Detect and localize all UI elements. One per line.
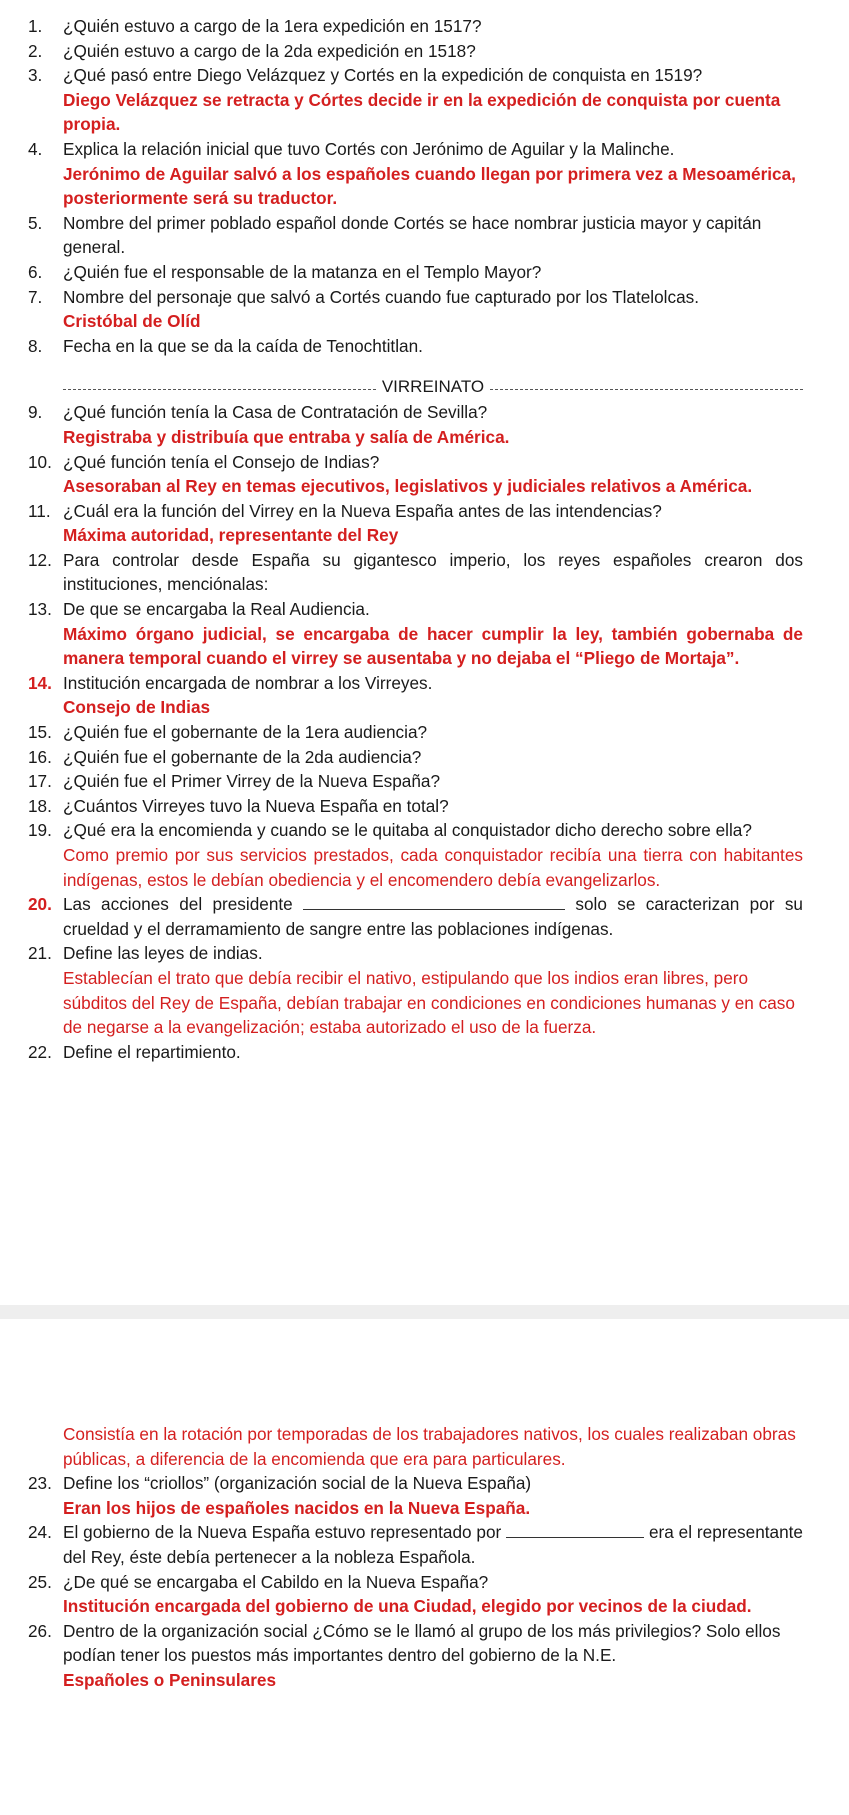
question-23: [28, 1471, 803, 1496]
question-text-after: solo se caracterizan por su crueldad y el derramamiento de sangre entre las poblaciones indígenas.: [63, 894, 803, 939]
question-5: [28, 211, 803, 260]
question-text: ¿Quién estuvo a cargo de la 2da expedición en 1518?: [63, 40, 476, 61]
question-16: [28, 745, 803, 770]
answer-11: Máxima autoridad, representante del Rey: [63, 525, 399, 546]
question-3: [28, 63, 803, 88]
question-text: ¿Quién fue el gobernante de la 2da audiencia?: [63, 746, 422, 767]
question-number: 8.: [28, 335, 43, 356]
question-4: [28, 137, 803, 162]
question-text: ¿Qué pasó entre Diego Velázquez y Cortés en la expedición de conquista en 1519?: [63, 65, 703, 86]
question-text: Para controlar desde España su gigantesco imperio, los reyes españoles crearon dos instituciones, menciónalas:: [63, 549, 803, 595]
question-26: [28, 1619, 803, 1668]
question-text: ¿De qué se encargaba el Cabildo en la Nueva España?: [63, 1571, 489, 1592]
question-text: Institución encargada de nombrar a los Virreyes.: [63, 672, 433, 693]
question-number: 11.: [28, 500, 51, 521]
question-text: ¿Quién fue el gobernante de la 1era audiencia?: [63, 722, 428, 743]
question-text: Define los “criollos” (organización social de la Nueva España): [63, 1473, 532, 1494]
image-separator: [0, 1305, 849, 1319]
question-text-before: El gobierno de la Nueva España estuvo representado por: [63, 1522, 502, 1543]
question-number: 12.: [28, 549, 52, 570]
answer-13: Máximo órgano judicial, se encargaba de hacer cumplir la ley, también gobernaba de manera temporal cuando el virrey se ausentaba y no dejaba el “Pliego de Mortaja”.: [63, 623, 803, 669]
questions-bottom: [28, 1422, 803, 1693]
section-divider: [63, 376, 803, 398]
question-text: Explica la relación inicial que tuvo Cortés con Jerónimo de Aguilar y la Malinche.: [63, 138, 675, 159]
question-1: [28, 14, 803, 39]
answer-4: Jerónimo de Aguilar salvó a los españoles cuando llegan por primera vez a Mesoamérica, posteriormente será su traductor.: [63, 163, 796, 209]
question-number: 10.: [28, 451, 52, 472]
question-number: 18.: [28, 795, 52, 816]
questions-top: [28, 14, 803, 1064]
question-19: [28, 818, 803, 843]
question-12: [28, 548, 803, 597]
answer-26: Españoles o Peninsulares: [63, 1669, 277, 1690]
question-number: 14.: [28, 672, 52, 693]
question-number: 4.: [28, 138, 43, 159]
answer-22: Consistía en la rotación por temporadas de los trabajadores nativos, los cuales realizaban obras públicas, a diferencia de la encomienda que era para particulares.: [63, 1424, 796, 1469]
question-20: [28, 892, 803, 941]
question-text: [63, 892, 803, 941]
question-text: Define el repartimiento.: [63, 1041, 241, 1062]
question-15: [28, 720, 803, 745]
question-7: [28, 285, 803, 310]
question-text: ¿Qué era la encomienda y cuando se le quitaba al conquistador dicho derecho sobre ella?: [63, 820, 752, 841]
question-text: [63, 1520, 803, 1569]
question-number: 15.: [28, 722, 52, 743]
fill-in-blank: [506, 1523, 644, 1538]
question-9: [28, 400, 803, 425]
question-text: De que se encargaba la Real Audiencia.: [63, 599, 370, 620]
question-8: [28, 334, 803, 359]
question-text: Fecha en la que se da la caída de Tenochtitlan.: [63, 335, 423, 356]
answer-25: Institución encargada del gobierno de una Ciudad, elegido por vecinos de la ciudad.: [63, 1596, 752, 1617]
question-text: ¿Qué función tenía la Casa de Contratación de Sevilla?: [63, 402, 488, 423]
question-number: 2.: [28, 40, 43, 61]
question-13: [28, 597, 803, 622]
question-number: 19.: [28, 820, 52, 841]
question-14: [28, 671, 803, 696]
question-number: 16.: [28, 746, 52, 767]
question-text: ¿Quién estuvo a cargo de la 1era expedición en 1517?: [63, 16, 482, 36]
question-25: [28, 1570, 803, 1595]
question-number: 20.: [28, 894, 52, 915]
question-text: Nombre del personaje que salvó a Cortés cuando fue capturado por los Tlatelolcas.: [63, 286, 699, 307]
answer-10: Asesoraban al Rey en temas ejecutivos, legislativos y judiciales relativos a América.: [63, 476, 753, 497]
question-number: 13.: [28, 599, 52, 620]
question-17: [28, 769, 803, 794]
question-22: [28, 1040, 803, 1065]
question-18: [28, 794, 803, 819]
question-number: 6.: [28, 261, 43, 282]
question-number: 9.: [28, 402, 43, 423]
divider-line-left: [63, 389, 376, 390]
question-text: Dentro de la organización social ¿Cómo se le llamó al grupo de los más privilegios? Solo ellos podían tener los puestos más importantes dentro del gobierno de la N.E.: [63, 1620, 781, 1666]
question-text: ¿Quién fue el Primer Virrey de la Nueva España?: [63, 771, 441, 792]
question-2: [28, 39, 803, 64]
question-number: 23.: [28, 1473, 52, 1494]
divider-line-right: [490, 389, 803, 390]
answer-9: Registraba y distribuía que entraba y salía de América.: [63, 426, 510, 447]
question-number: 25.: [28, 1571, 52, 1592]
question-text: ¿Cuántos Virreyes tuvo la Nueva España en total?: [63, 795, 449, 816]
answer-21: Establecían el trato que debía recibir el nativo, estipulando que los indios eran libres, pero súbditos del Rey de España, debían trabajar en condiciones en condiciones humanas y en caso de negarse a la evangelización; estaba autorizado el uso de la fuerza.: [63, 967, 795, 1038]
answer-7: Cristóbal de Olíd: [63, 311, 201, 332]
question-number: 21.: [28, 943, 52, 964]
section-title: VIRREINATO: [381, 377, 485, 397]
answer-3: Diego Velázquez se retracta y Córtes decide ir en la expedición de conquista por cuenta propia.: [63, 89, 781, 135]
question-number: 3.: [28, 65, 43, 86]
question-21: [28, 941, 803, 966]
question-number: 26.: [28, 1620, 52, 1641]
question-text-after: era el representante del Rey, éste debía pertenecer a la nobleza Española.: [63, 1522, 803, 1567]
question-text: Define las leyes de indias.: [63, 943, 263, 964]
answer-14: Consejo de Indias: [63, 697, 211, 718]
answer-19: Como premio por sus servicios prestados, cada conquistador recibía una tierra con habitantes indígenas, estos le debían obediencia y el encomendero debía evangelizarlos.: [63, 845, 803, 890]
question-number: 7.: [28, 286, 43, 307]
question-number: 22.: [28, 1041, 52, 1062]
question-number: 1.: [28, 16, 43, 36]
question-number: 24.: [28, 1522, 52, 1543]
question-6: [28, 260, 803, 285]
question-text: ¿Quién fue el responsable de la matanza en el Templo Mayor?: [63, 261, 542, 282]
question-number: 17.: [28, 771, 52, 792]
answer-23: Eran los hijos de españoles nacidos en la Nueva España.: [63, 1497, 531, 1518]
question-text-before: Las acciones del presidente: [63, 894, 293, 915]
question-number: 5.: [28, 212, 43, 233]
question-11: [28, 499, 803, 524]
question-text: ¿Cuál era la función del Virrey en la Nueva España antes de las intendencias?: [63, 500, 662, 521]
fill-in-blank: [303, 895, 565, 910]
question-text: Nombre del primer poblado español donde Cortés se hace nombrar justicia mayor y capitán general.: [63, 212, 762, 258]
question-10: [28, 450, 803, 475]
question-text: ¿Qué función tenía el Consejo de Indias?: [63, 451, 380, 472]
question-24: [28, 1520, 803, 1569]
